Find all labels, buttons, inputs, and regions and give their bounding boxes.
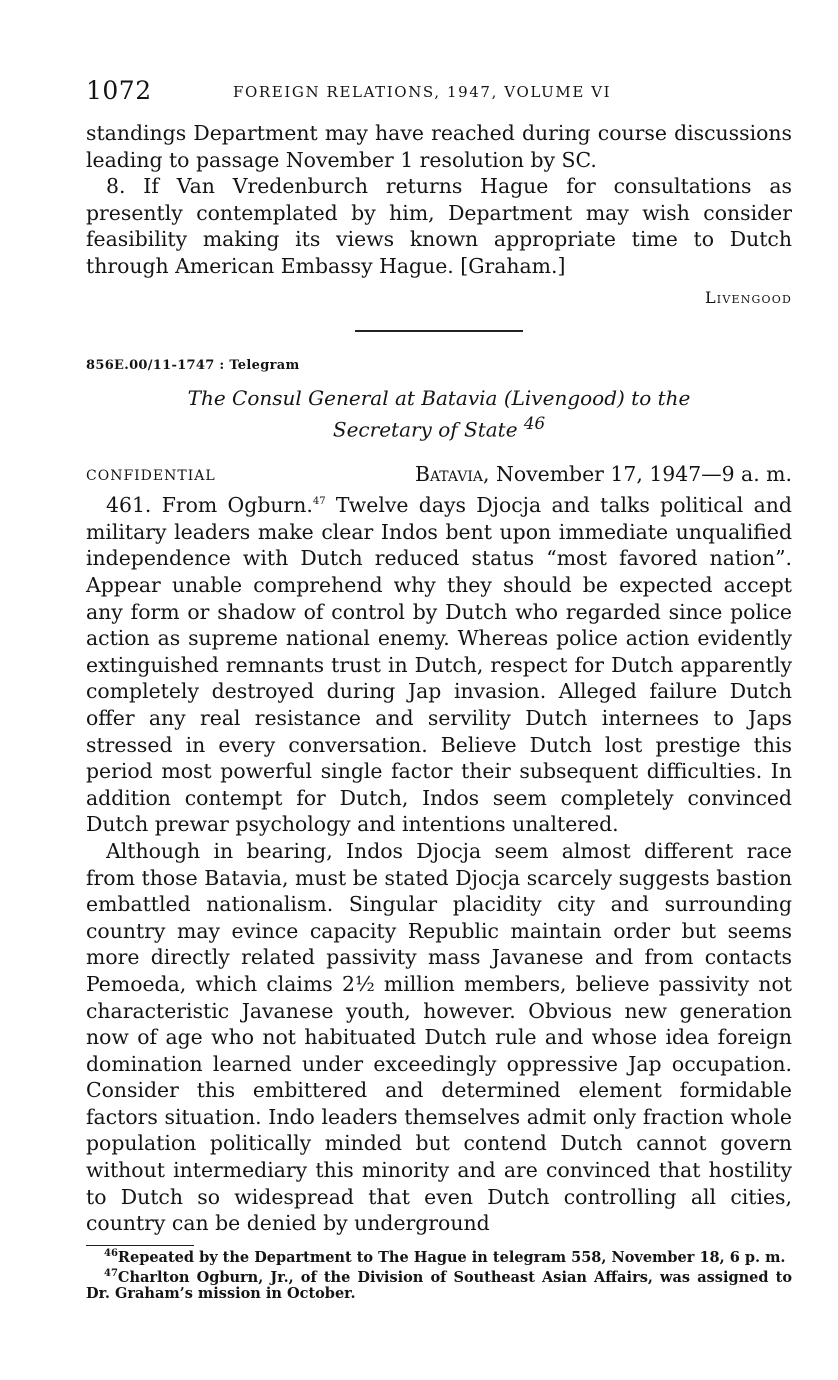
page-number: 1072 xyxy=(86,76,152,105)
classification-label: CONFIDENTIAL xyxy=(86,468,216,485)
place: Batavia, xyxy=(414,462,490,487)
footnote-47 xyxy=(86,1270,792,1302)
continued-paragraph: standings Department may have reached during course discussions leading to passage November 1 resolution by SC. xyxy=(86,121,792,172)
running-title: FOREIGN RELATIONS, 1947, VOLUME VI xyxy=(233,83,612,101)
footnote-rule xyxy=(86,1245,194,1246)
signature: Livengood xyxy=(704,287,792,307)
paragraph-2: Although in bearing, Indos Djocja seem almost different race from those Batavia, must be stated Djocja scarcely suggests bastion embattled nationalism. Singular placidity city and surrounding country may evince capacity Republic maintain order but seems more directly related passivity mass Javanese and from contacts Pemoeda, which claims 2½ million members, believe passivity not characteristic Javanese youth, however. Obvious new generation now of age who not habituated Dutch rule and whose idea foreign domination learned under exceedingly oppressive Jap occupation. Consider this embittered and determined element formidable factors situation. Indo leaders themselves admit only fraction whole population politically minded but contend Dutch cannot govern without intermediary this minority and are convinced that hostility to Dutch so widespread that even Dutch controlling all cities, country can be denied by underground xyxy=(86,838,792,1236)
footnote-text: Repeated by the Department to The Hague in telegram 558, November 18, 6 p. m. xyxy=(117,1248,786,1266)
document-heading-line-2 xyxy=(86,411,792,443)
paragraph-8: 8. If Van Vredenburch returns Hague for consultations as presently contemplated by him, Department may wish consider feasibility making its views known appropriate time to Dutch through American Embassy Hague. [Graham.] xyxy=(86,174,792,278)
paragraph-461-rest: Twelve days Djocja and talks political and military leaders make clear Indos bent upon immediate unqualified independence with Dutch reduced status “most favored nation”. Appear unable comprehend why they should be expected accept any form or shadow of control by Dutch who regarded since police action as supreme national enemy. Whereas police action evidently extinguished remnants trust in Dutch, respect for Dutch apparently completely destroyed during Jap invasion. Alleged failure Dutch offer any real resistance and servility Dutch internees to Japs stressed in every conversation. Believe Dutch lost prestige this period most powerful single factor their subsequent difficulties. In addition contempt for Dutch, Indos seem completely convinced Dutch prewar psychology and intentions unaltered. xyxy=(86,493,792,837)
footnote-46 xyxy=(86,1250,792,1266)
document-heading-line-1: The Consul General at Batavia (Livengood) to the xyxy=(187,385,691,410)
dateline xyxy=(86,462,792,492)
file-reference: 856E.00/11-1747 : Telegram xyxy=(86,357,300,373)
paragraph-461-start: 461. From Ogburn. xyxy=(106,493,313,518)
section-divider xyxy=(355,330,523,332)
place-date xyxy=(415,462,792,486)
footnote-mark: 47 xyxy=(104,1268,118,1280)
paragraph-461 xyxy=(86,492,792,838)
footnote-ref-46: 46 xyxy=(523,413,546,433)
footnote-mark: 46 xyxy=(104,1248,118,1260)
document-page xyxy=(86,76,792,1302)
date: November 17, 1947—9 a. m. xyxy=(496,462,792,487)
footnote-ref-47: 47 xyxy=(312,496,326,508)
heading-recipient: Secretary of State xyxy=(332,417,518,442)
running-head xyxy=(86,76,792,110)
footnote-text: Charlton Ogburn, Jr., of the Division of Southeast Asian Affairs, was assigned to Dr. Graham’s mission in October. xyxy=(86,1268,792,1302)
